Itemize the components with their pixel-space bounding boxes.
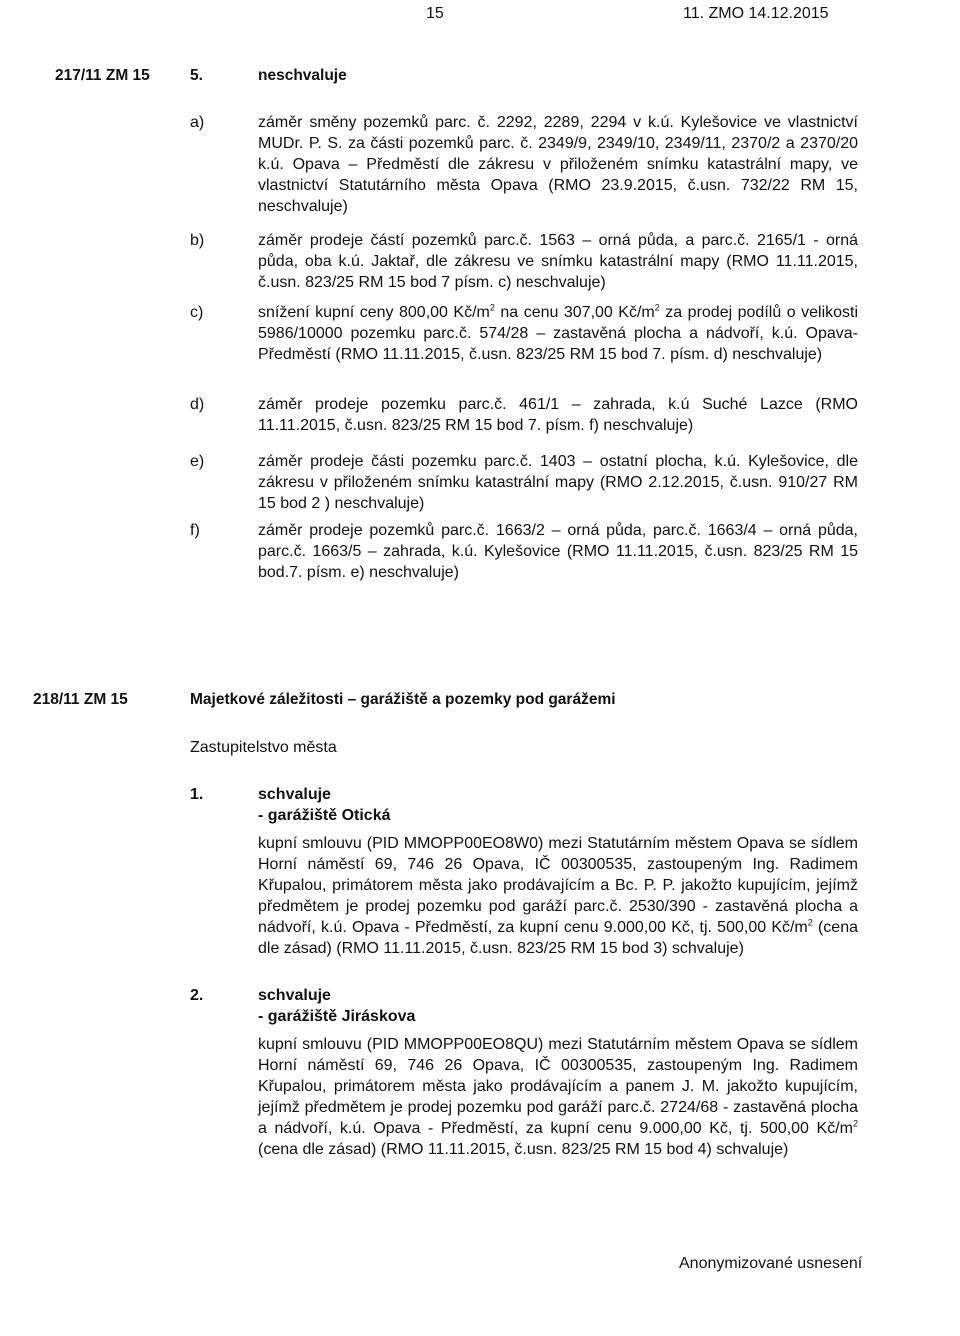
resolution-217-point: 5. xyxy=(190,67,203,84)
item-c-label: c) xyxy=(190,304,204,321)
point-1-text: kupní smlouvu (PID MMOPP00EO8W0) mezi Statutárním městem Opava se sídlem Horní náměstí 69, 746 26 Opava, IČ 00300535, zastoupeným Ing. Radimem Křupalou, primátorem města jako prodávajícím a Bc. P. P. jakožto kupujícím, jejímž předmětem je prodej pozemku pod garáží parc.č. 2530/390 - zastavěná plocha a nádvoří, k.ú. Opava - Předměstí, za kupní cenu 9.000,00 Kč, tj. 500,00 $Kč/m^2$ (cena dle zásad) (RMO 11.11.2015, č.usn. 823/25 RM 15 bod 3) schvaluje) xyxy=(258,835,859,957)
resolution-217-number: 217/11 ZM 15 xyxy=(55,67,150,84)
item-d-label: d) xyxy=(190,396,205,413)
item-a-label: a) xyxy=(190,114,205,131)
point-2-verdict: schvaluje xyxy=(258,987,331,1004)
point-1-number: 1. xyxy=(190,786,204,803)
item-e-label: e) xyxy=(190,453,205,470)
page-number: 15 xyxy=(426,5,444,22)
item-d-text: záměr prodeje pozemku parc.č. 461/1 – zahrada, k.ú Suché Lazce (RMO 11.11.2015, č.usn. 823/25 RM 15 bod 7. písm. f) neschvaluje) xyxy=(258,396,858,434)
point-2-text: kupní smlouvu (PID MMOPP00EO8QU) mezi Statutárním městem Opava se sídlem Horní náměstí 69, 746 26 Opava, IČ 00300535, zastoupeným Ing. Radimem Křupalou, primátorem města jako prodávajícím a panem J. M. jakožto kupujícím, jejímž předmětem je prodej pozemku pod garáží parc.č. 2724/68 - zastavěná plocha a nádvoří, k.ú. Opava - Předměstí, za kupní cenu 9.000,00 Kč, tj. 500,00 $Kč/m^2$ (cena dle zásad) (RMO 11.11.2015, č.usn. 823/25 RM 15 bod 4) schvaluje) xyxy=(258,1036,858,1158)
item-e-text: záměr prodeje části pozemku parc.č. 1403 – ostatní plocha, k.ú. Kylešovice, dle zákresu v přiloženém snímku katastrální mapy (RMO 2.12.2015, č.usn. 910/27 RM 15 bod 2 ) neschvaluje) xyxy=(258,453,858,512)
resolution-217-verdict: neschvaluje xyxy=(258,67,347,84)
item-a-text: záměr směny pozemků parc. č. 2292, 2289, 2294 v k.ú. Kylešovice ve vlastnictví MUDr. P. S. za části pozemků parc. č. 2349/9, 2349/10, 2349/11, 2370/2 a 2370/20 k.ú. Opava – Předměstí dle zákresu v přiloženém snímku katastrální mapy, ve vlastnictví Statutárního města Opava (RMO 23.9.2015, č.usn. 732/22 RM 15, neschvaluje) xyxy=(258,114,858,215)
point-2-number: 2. xyxy=(190,987,204,1004)
point-2-subtitle: - garážiště Jiráskova xyxy=(258,1008,416,1025)
item-c-text: snížení kupní ceny 800,00 $Kč/m^2$ na cenu 307,00 $Kč/m^2$ za prodej podílů o velikosti 5986/10000 pozemku parc.č. 574/28 – zastavěná plocha a nádvoří, k.ú. Opava-Předměstí (RMO 11.11.2015, č.usn. 823/25 RM 15 bod 7. písm. d) neschvaluje) xyxy=(258,302,859,363)
item-b-label: b) xyxy=(190,232,205,249)
resolution-218-title: Majetkové záležitosti – garážiště a pozemky pod garážemi xyxy=(190,691,616,708)
item-f-label: f) xyxy=(190,522,200,539)
item-b-text: záměr prodeje částí pozemků parc.č. 1563 – orná půda, a parc.č. 2165/1 - orná půda, oba k.ú. Jaktař, dle zákresu ve snímku katastrální mapy (RMO 11.11.2015, č.usn. 823/25 RM 15 bod 7 písm. c) neschvaluje) xyxy=(258,232,858,291)
resolution-218-number: 218/11 ZM 15 xyxy=(33,691,128,708)
footer-note: Anonymizované usnesení xyxy=(679,1255,863,1272)
item-f-text: záměr prodeje pozemků parc.č. 1663/2 – orná půda, parc.č. 1663/4 – orná půda, parc.č. 1663/5 – zahrada, k.ú. Kylešovice (RMO 11.11.2015, č.usn. 823/25 RM 15 bod.7. písm. e) neschvaluje) xyxy=(258,522,858,581)
council-label: Zastupitelstvo města xyxy=(190,739,337,756)
session-date: 11. ZMO 14.12.2015 xyxy=(683,5,829,22)
point-1-verdict: schvaluje xyxy=(258,786,331,803)
point-1-subtitle: - garážiště Otická xyxy=(258,807,391,824)
